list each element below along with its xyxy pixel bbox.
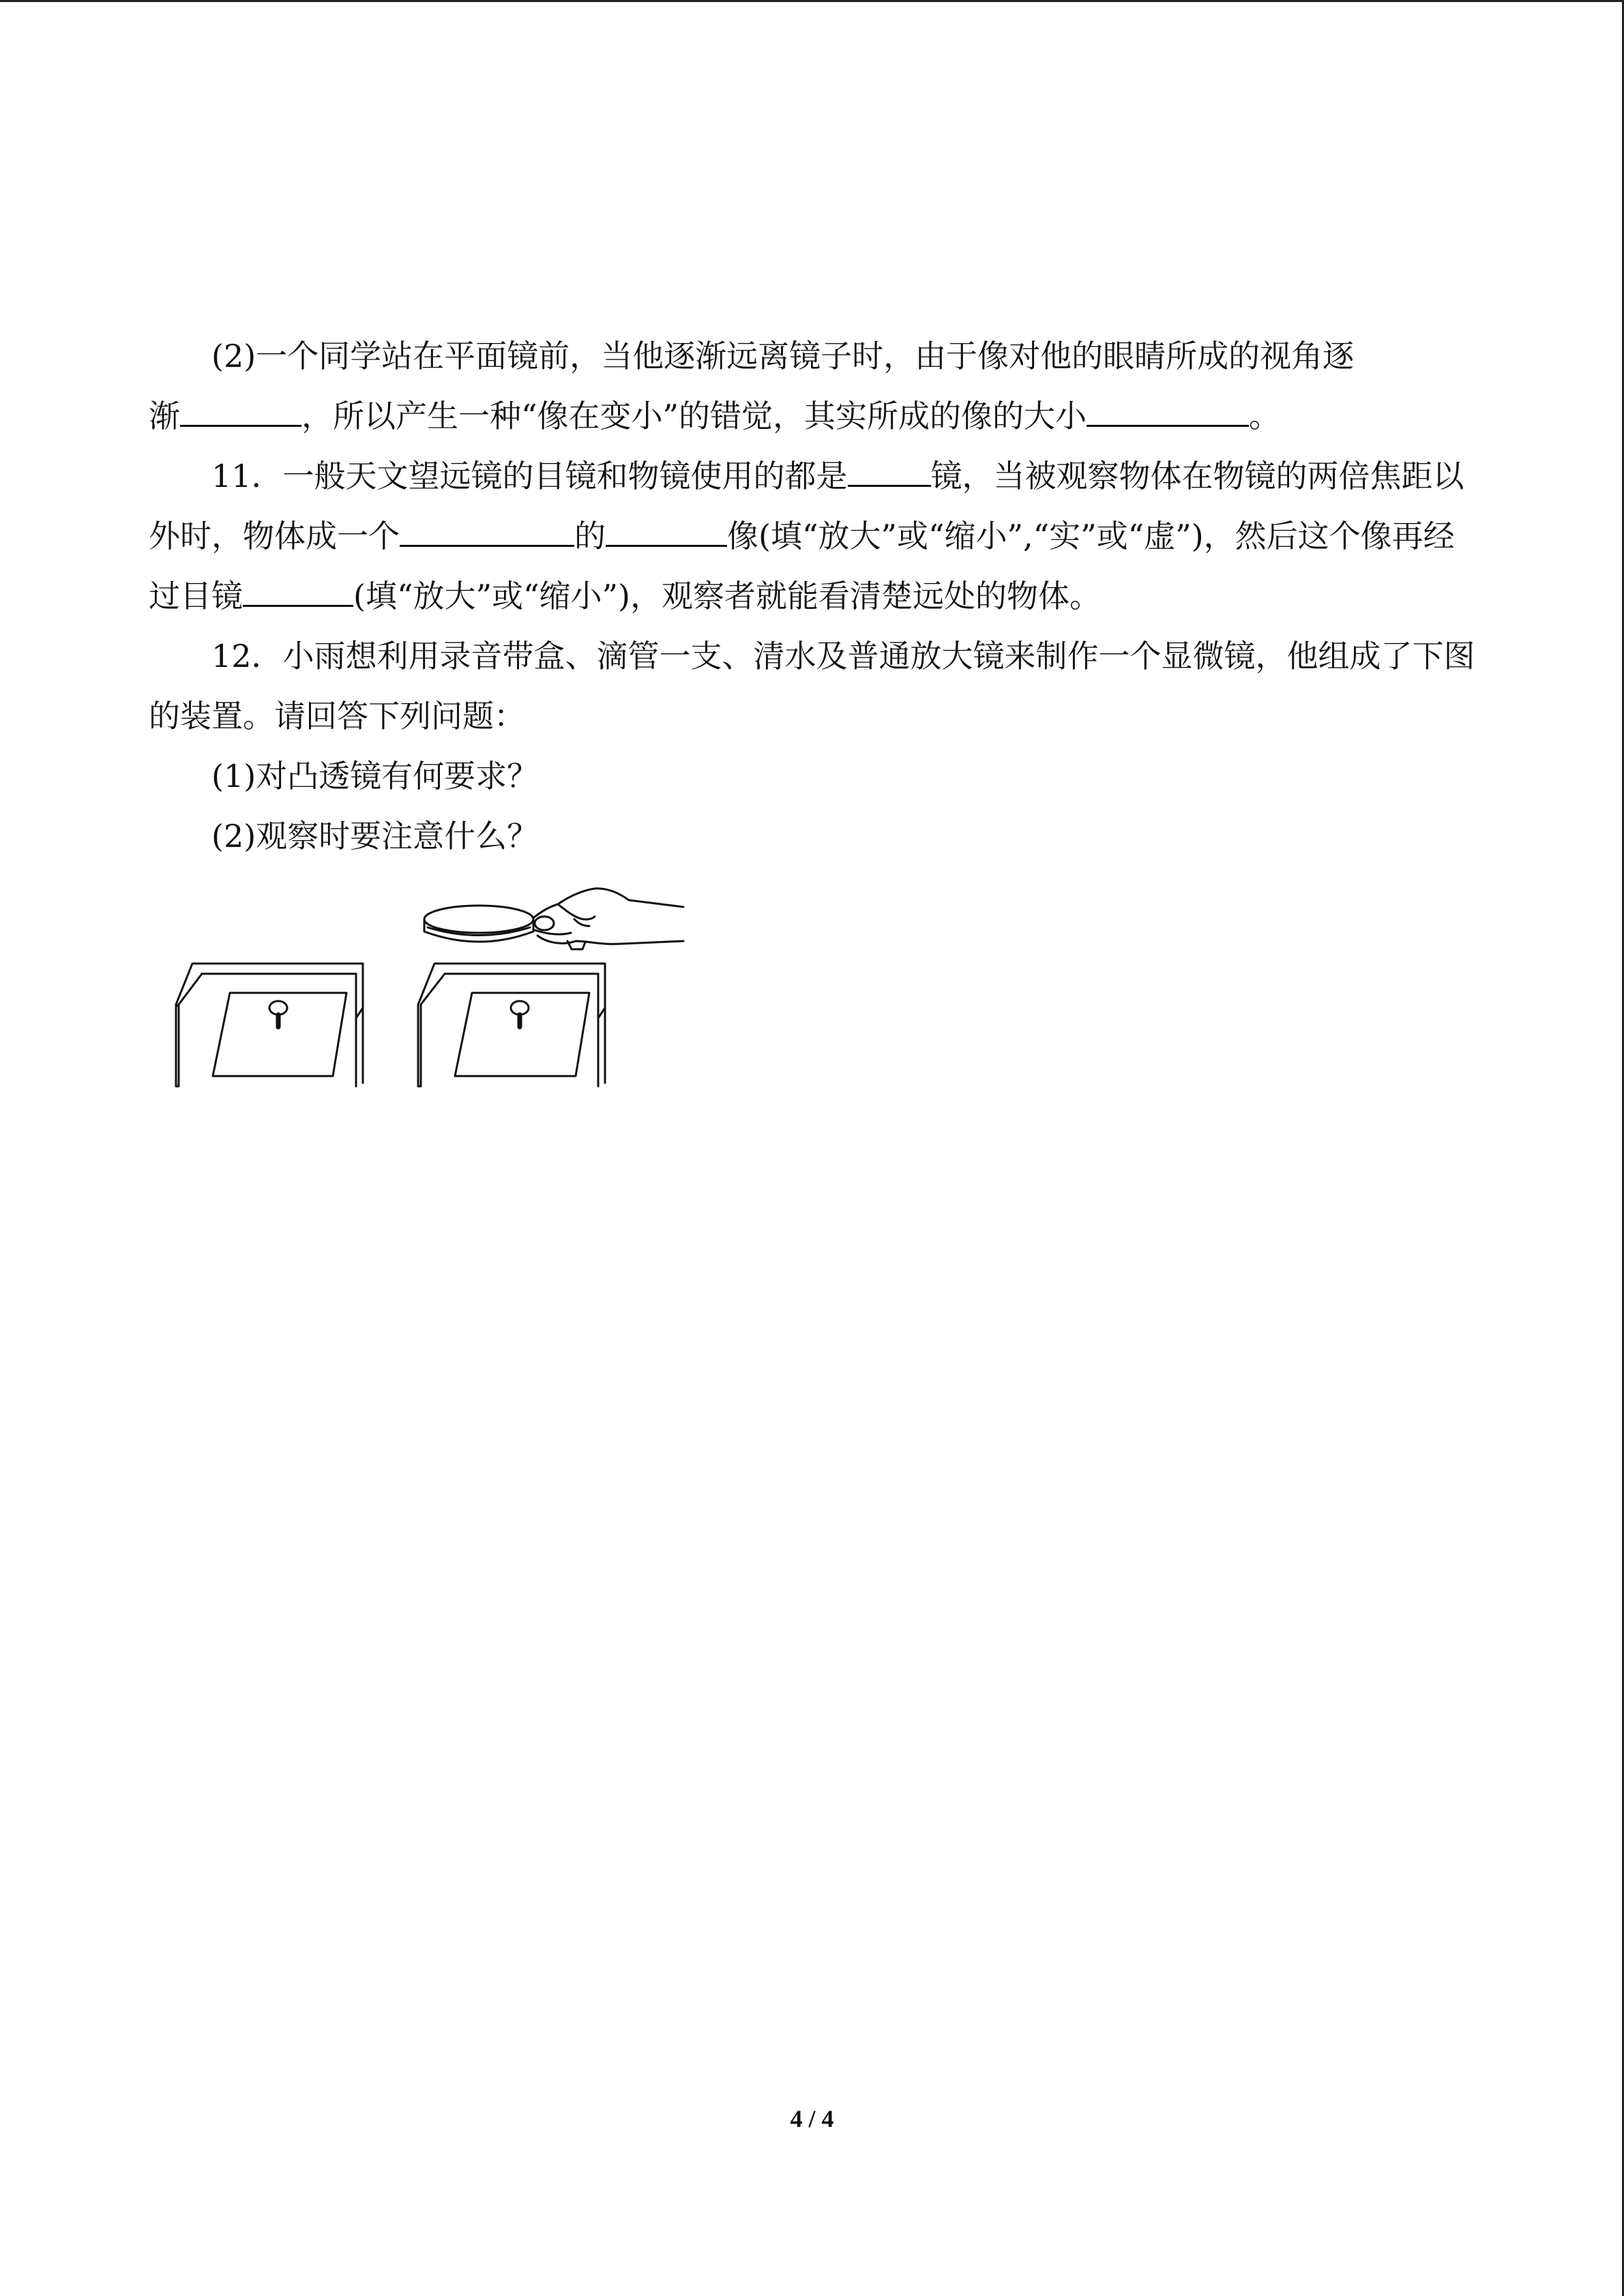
answer-blank-4[interactable] (400, 508, 574, 547)
answer-blank-5[interactable] (606, 508, 727, 547)
hand-holding-lens (533, 889, 683, 949)
question-11 (149, 446, 1479, 626)
magnifying-lens (424, 906, 533, 942)
page-border-top (0, 0, 1624, 2)
q10-text-b: ，所以产生一种“像在变小”的错觉，其实所成的像的大小 (301, 398, 1087, 434)
q11-text-a: 11．一般天文望远镜的目镜和物镜使用的都是 (211, 458, 848, 494)
document-body (149, 326, 1479, 866)
answer-blank-2[interactable] (1087, 388, 1249, 427)
q12-sub2-text: (2)观察时要注意什么？ (211, 818, 539, 854)
cassette-box-left (176, 964, 363, 1086)
answer-blank-6[interactable] (243, 568, 353, 607)
q10-part2-text: (2)一个同学站在平面镜前，当他逐渐远离镜子时，由于像对他的眼睛所成的视角逐 (211, 338, 1355, 374)
q10-text-c: 。 (1249, 398, 1281, 434)
q12-sub-question-1 (149, 746, 1479, 806)
q12-sub-question-2 (149, 806, 1479, 866)
answer-blank-3[interactable] (848, 448, 931, 487)
q12-sub1-text: (1)对凸透镜有何要求？ (211, 758, 539, 794)
answer-blank-1[interactable] (180, 388, 301, 427)
question-12 (149, 626, 1479, 746)
q10-part2-line1 (149, 326, 1479, 386)
q11-text-e: (填“放大”或“缩小”)，观察者就能看清楚远处的物体。 (353, 578, 1101, 614)
q12-stem: 12．小雨想利用录音带盒、滴管一支、清水及普通放大镜来制作一个显微镜，他组成了下图的装置。请回答下列问题： (149, 638, 1475, 734)
q10-part2-line2 (149, 386, 1479, 446)
q11-text-b: 镜，当被观察物体在物镜的两倍焦距以外时，物体成一个 (149, 458, 1464, 554)
q11-text-d: 像(填“放大”或“缩小”,“实”或“虚”)，然后这个像再经过目镜 (149, 518, 1455, 614)
q10-text-a: 渐 (149, 398, 180, 434)
page-number: 4 / 4 (790, 2105, 834, 2132)
q11-text-c: 的 (574, 518, 606, 554)
microscope-apparatus-figure (158, 878, 704, 1097)
cassette-box-right (418, 964, 605, 1086)
